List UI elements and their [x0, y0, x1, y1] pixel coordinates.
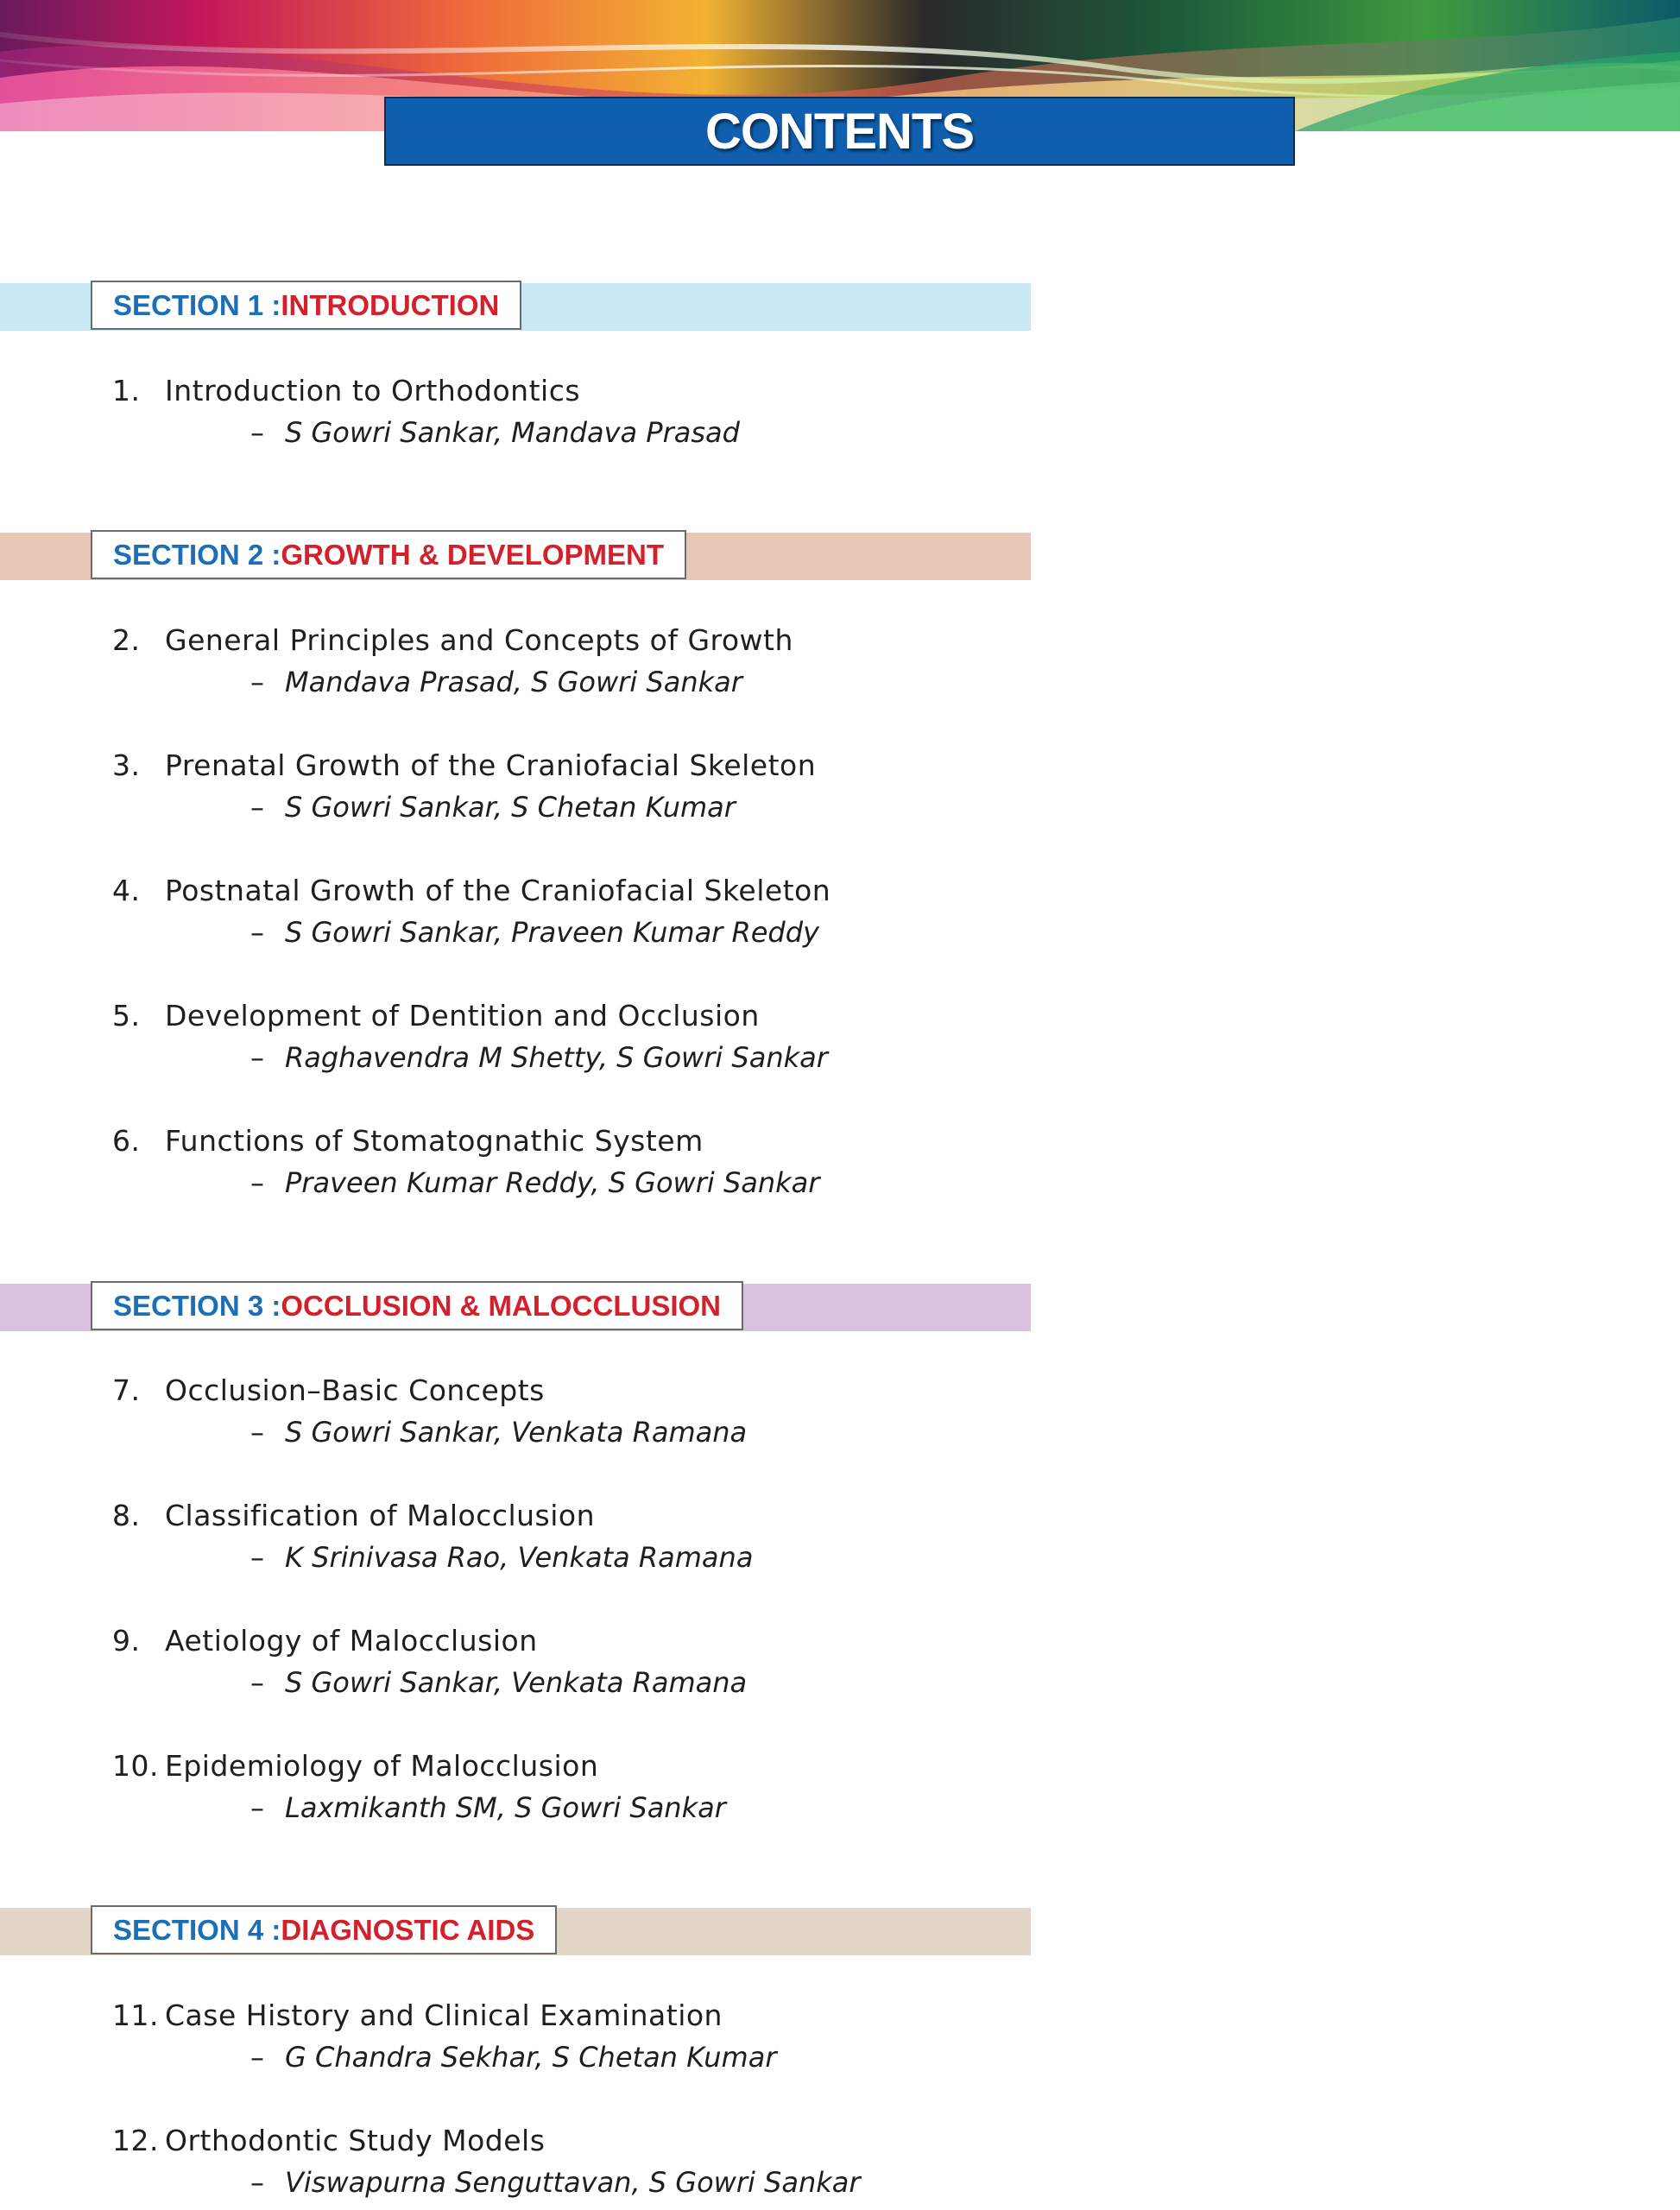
- chapter-number: 8.: [112, 1499, 141, 1532]
- dash-glyph: –: [250, 1541, 264, 1574]
- chapter-entry: [112, 1620, 1062, 1703]
- chapter-title: [112, 870, 1062, 912]
- section-heading: [91, 281, 521, 330]
- chapter-title: [112, 370, 1062, 412]
- chapter-number: 6.: [112, 1124, 141, 1158]
- chapter-title-text: Development of Dentition and Occlusion: [165, 999, 760, 1032]
- chapter-title: [112, 1746, 1062, 1787]
- section-band: [0, 1908, 1031, 1955]
- chapter-authors: [112, 1037, 1062, 1078]
- chapter-number: 1.: [112, 374, 141, 407]
- chapter-authors-text: Laxmikanth SM, S Gowri Sankar: [285, 1791, 726, 1824]
- chapter-entry: [112, 1121, 1062, 1203]
- chapter-title: [112, 2120, 1062, 2162]
- section-heading: [91, 1905, 557, 1954]
- section-prefix: SECTION 3 :: [113, 1289, 281, 1322]
- section-name: OCCLUSION & MALOCCLUSION: [281, 1289, 722, 1322]
- chapter-authors: [112, 1537, 1062, 1578]
- chapter-authors-text: S Gowri Sankar, Praveen Kumar Reddy: [285, 916, 819, 949]
- chapter-authors: [112, 412, 1062, 453]
- chapter-authors-text: S Gowri Sankar, Venkata Ramana: [285, 1666, 748, 1699]
- contents-title: CONTENTS: [384, 97, 1295, 166]
- section-name: DIAGNOSTIC AIDS: [281, 1913, 535, 1946]
- chapter-entry: [112, 1495, 1062, 1578]
- chapter-title-text: General Principles and Concepts of Growth: [165, 623, 793, 657]
- dash-glyph: –: [250, 791, 264, 824]
- dash-glyph: –: [250, 1166, 264, 1199]
- chapter-title-text: Prenatal Growth of the Craniofacial Skeleton: [165, 748, 817, 782]
- chapter-number: 4.: [112, 874, 141, 907]
- section-band: [0, 283, 1031, 331]
- chapter-entry: [112, 1995, 1062, 2078]
- chapter-authors-text: S Gowri Sankar, Venkata Ramana: [285, 1416, 748, 1449]
- section-band: [0, 533, 1031, 580]
- chapter-number: 5.: [112, 999, 141, 1032]
- chapter-title-text: Orthodontic Study Models: [165, 2124, 546, 2157]
- chapter-entry: [112, 1746, 1062, 1828]
- chapter-authors: [112, 661, 1062, 703]
- chapter-authors-text: Viswapurna Senguttavan, S Gowri Sankar: [285, 2166, 861, 2199]
- chapter-entry: [112, 620, 1062, 703]
- chapter-number: 2.: [112, 623, 141, 657]
- chapter-authors-text: K Srinivasa Rao, Venkata Ramana: [285, 1541, 754, 1574]
- chapter-authors-text: Praveen Kumar Reddy, S Gowri Sankar: [285, 1166, 820, 1199]
- chapter-title: [112, 1121, 1062, 1162]
- chapter-authors-text: G Chandra Sekhar, S Chetan Kumar: [285, 2041, 777, 2074]
- chapter-title-text: Aetiology of Malocclusion: [165, 1624, 538, 1658]
- chapter-entry: [112, 745, 1062, 828]
- section-name: INTRODUCTION: [281, 288, 500, 321]
- chapter-authors: [112, 2036, 1062, 2078]
- section-heading: [91, 1281, 743, 1330]
- dash-glyph: –: [250, 1041, 264, 1074]
- chapter-authors-text: S Gowri Sankar, S Chetan Kumar: [285, 791, 736, 824]
- section-band: [0, 1284, 1031, 1331]
- dash-glyph: –: [250, 2041, 264, 2074]
- chapter-number: 10.: [112, 1749, 159, 1783]
- chapter-title: [112, 1370, 1062, 1411]
- chapter-title-text: Occlusion–Basic Concepts: [165, 1373, 545, 1407]
- chapter-title-text: Functions of Stomatognathic System: [165, 1124, 704, 1158]
- chapter-entry: [112, 2120, 1062, 2203]
- chapter-authors-text: S Gowri Sankar, Mandava Prasad: [285, 416, 740, 449]
- chapter-authors: [112, 786, 1062, 828]
- dash-glyph: –: [250, 2166, 264, 2199]
- dash-glyph: –: [250, 916, 264, 949]
- section-prefix: SECTION 2 :: [113, 538, 281, 571]
- chapter-title-text: Epidemiology of Malocclusion: [165, 1749, 599, 1783]
- section-prefix: SECTION 4 :: [113, 1913, 281, 1946]
- section-name: GROWTH & DEVELOPMENT: [281, 538, 665, 571]
- chapter-title-text: Postnatal Growth of the Craniofacial Skeleton: [165, 874, 831, 907]
- chapter-authors: [112, 1662, 1062, 1703]
- chapter-title: [112, 745, 1062, 786]
- chapter-title: [112, 620, 1062, 661]
- chapter-entry: [112, 995, 1062, 1078]
- chapter-title-text: Case History and Clinical Examination: [165, 1998, 723, 2032]
- chapter-title: [112, 995, 1062, 1037]
- dash-glyph: –: [250, 666, 264, 698]
- chapter-entry: [112, 370, 1062, 453]
- dash-glyph: –: [250, 1666, 264, 1699]
- dash-glyph: –: [250, 1416, 264, 1449]
- chapter-number: 11.: [112, 1998, 159, 2032]
- chapter-entry: [112, 870, 1062, 953]
- dash-glyph: –: [250, 416, 264, 449]
- chapter-authors: [112, 1411, 1062, 1453]
- chapter-number: 9.: [112, 1624, 141, 1658]
- dash-glyph: –: [250, 1791, 264, 1824]
- chapter-number: 3.: [112, 748, 141, 782]
- section-prefix: SECTION 1 :: [113, 288, 281, 321]
- chapter-entry: [112, 1370, 1062, 1453]
- chapter-authors-text: Mandava Prasad, S Gowri Sankar: [285, 666, 742, 698]
- chapter-authors: [112, 1162, 1062, 1203]
- chapter-title: [112, 1495, 1062, 1537]
- chapter-authors-text: Raghavendra M Shetty, S Gowri Sankar: [285, 1041, 828, 1074]
- chapter-title: [112, 1995, 1062, 2036]
- chapter-title-text: Introduction to Orthodontics: [165, 374, 581, 407]
- chapter-authors: [112, 2162, 1062, 2203]
- chapter-title-text: Classification of Malocclusion: [165, 1499, 596, 1532]
- chapter-authors: [112, 912, 1062, 953]
- section-heading: [91, 530, 686, 579]
- chapter-authors: [112, 1787, 1062, 1828]
- chapter-number: 7.: [112, 1373, 141, 1407]
- chapter-title: [112, 1620, 1062, 1662]
- chapter-number: 12.: [112, 2124, 159, 2157]
